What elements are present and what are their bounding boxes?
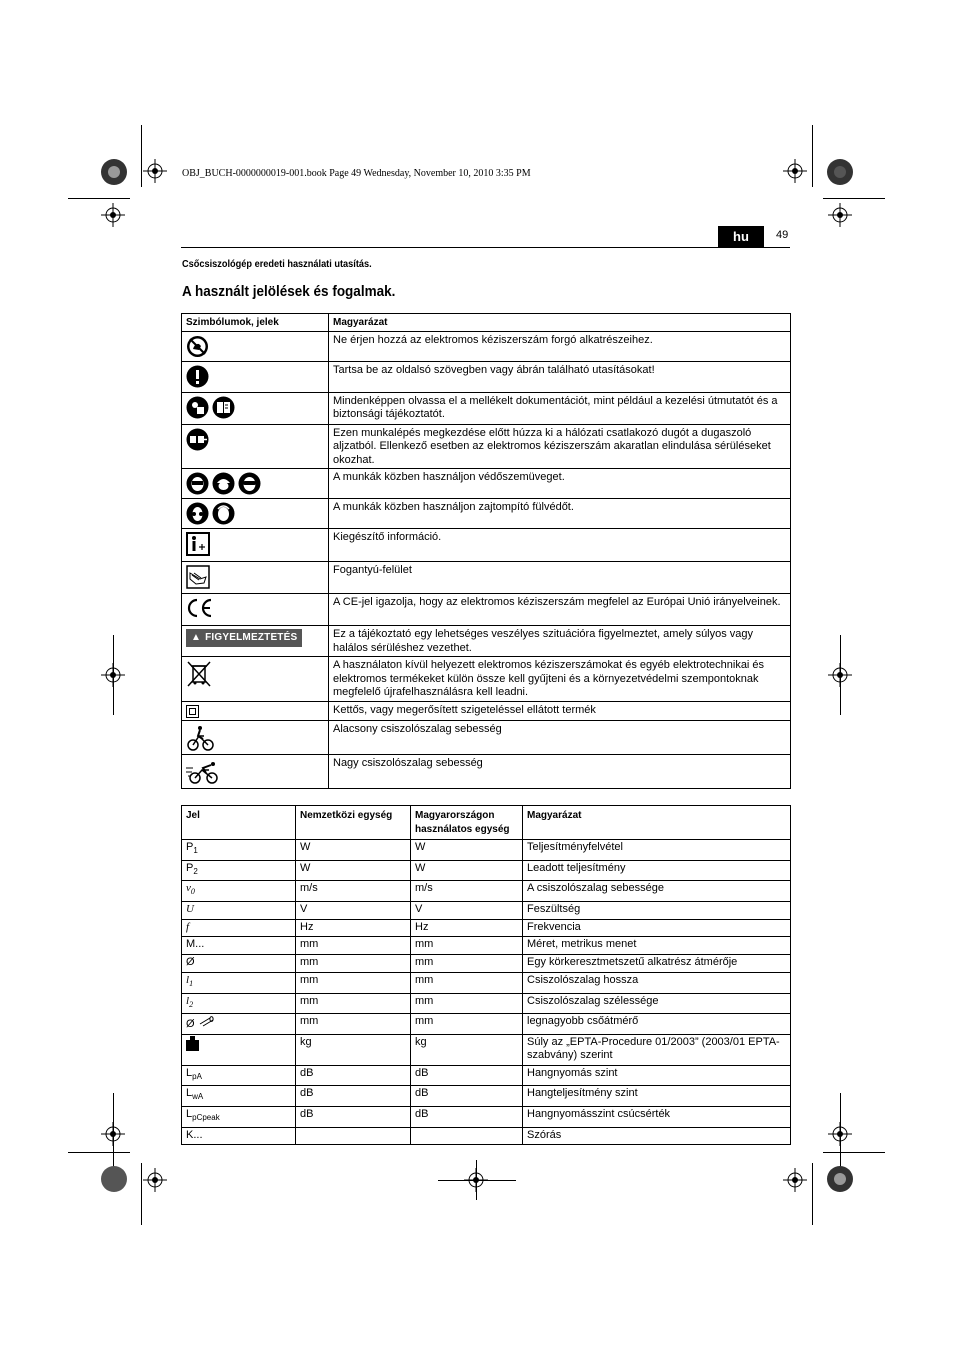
- unit-intl-cell: dB: [296, 1107, 411, 1128]
- unit-symbol: l: [186, 973, 190, 986]
- table-header-row: [182, 314, 791, 332]
- description-cell: Egy körkeresztmetszetű alkatrész átmérője: [523, 955, 791, 973]
- unit-symbol: U: [186, 903, 194, 916]
- unit-hu-cell: mm: [411, 1014, 523, 1035]
- column-header: Magyarországon használatos egység: [411, 806, 523, 840]
- symbol-cell: [182, 562, 329, 594]
- page-number: 49: [776, 229, 789, 241]
- crop-mark-line: [438, 1180, 516, 1181]
- unit-hu-cell: W: [411, 860, 523, 881]
- units-table: [181, 805, 791, 1145]
- description-cell: Súly az „EPTA-Procedure 01/2003” (2003/01 EPTA-szabvány) szerint: [523, 1034, 791, 1065]
- description-cell: Ez a tájékoztató egy lehetséges veszélyes szituációra figyelmeztet, amely súlyos vagy halálos sérüléshez vezethet.: [329, 626, 791, 657]
- description-cell: A munkák közben használjon zajtompító fülvédőt.: [329, 499, 791, 529]
- ce-mark-icon: [186, 597, 214, 619]
- description-cell: Alacsony csiszolószalag sebesség: [329, 721, 791, 755]
- unplug-icon: [186, 428, 209, 451]
- unit-intl-cell: mm: [296, 1014, 411, 1035]
- description-cell: Tartsa be az oldalsó szövegben vagy ábrán található utasításokat!: [329, 361, 791, 392]
- symbols-table: [181, 313, 791, 789]
- unit-symbol: Ø: [186, 956, 195, 969]
- unit-hu-cell: V: [411, 902, 523, 920]
- symbol-cell: [182, 499, 329, 529]
- symbol-cell: [182, 919, 296, 937]
- symbol-cell: [182, 902, 296, 920]
- table-row: [182, 721, 791, 755]
- table-row: [182, 1107, 791, 1128]
- symbol-cell: [182, 469, 329, 499]
- unit-hu-cell: mm: [411, 993, 523, 1014]
- symbol-cell: [182, 1107, 296, 1128]
- table-row: [182, 881, 791, 902]
- header-rule: [181, 247, 790, 248]
- unit-hu-cell: [411, 1127, 523, 1145]
- description-cell: Ezen munkalépés megkezdése előtt húzza ki a hálózati csatlakozó dugót a dugaszoló aljzatból. Ellenkező esetben az elektromos kéziszerszám akaratlan elindulása sérüléseket okozhat.: [329, 424, 791, 469]
- table-row: [182, 902, 791, 920]
- unit-symbol: v: [186, 882, 191, 895]
- column-header: Magyarázat: [523, 806, 791, 840]
- warning-label-icon: [186, 629, 302, 647]
- unit-symbol-subscript: 1: [193, 846, 198, 856]
- symbol-cell: [182, 1034, 296, 1065]
- warning-label-text: FIGYELMEZTETÉS: [205, 632, 298, 643]
- unit-symbol-subscript: wA: [192, 1092, 204, 1102]
- symbol-cell: [182, 626, 329, 657]
- earplug-icon: [186, 502, 209, 525]
- table-row: [182, 919, 791, 937]
- language-badge: hu: [718, 226, 764, 247]
- crosshair-target-icon: [101, 1122, 125, 1146]
- description-cell: A CE-jel igazolja, hogy az elektromos kéziszerszám megfelel az Európai Unió irányelveinek.: [329, 594, 791, 626]
- unit-hu-cell: mm: [411, 972, 523, 993]
- unit-symbol: L: [186, 1066, 193, 1079]
- description-cell: Csiszolószalag szélessége: [523, 993, 791, 1014]
- unit-symbol: L: [186, 1108, 193, 1121]
- description-cell: Kettős, vagy megerősített szigeteléssel ellátott termék: [329, 702, 791, 721]
- goggles-icon: [238, 472, 261, 495]
- unit-symbol: l: [186, 994, 190, 1007]
- symbol-cell: [182, 529, 329, 562]
- description-cell: Nagy csiszolószalag sebesség: [329, 755, 791, 789]
- fast-cyclist-icon: [186, 758, 222, 786]
- description-cell: Ne érjen hozzá az elektromos kéziszerszám forgó alkatrészeihez.: [329, 331, 791, 361]
- unit-symbol-subscript: 0: [190, 887, 195, 897]
- table-row: [182, 657, 791, 702]
- weee-bin-icon: [186, 660, 212, 688]
- exclamation-icon: [186, 365, 209, 388]
- crosshair-target-icon: [828, 203, 852, 227]
- table-row: [182, 755, 791, 789]
- warning-triangle-icon: ▲: [191, 632, 202, 643]
- unit-symbol: P: [186, 841, 194, 853]
- unit-intl-cell: mm: [296, 955, 411, 973]
- description-cell: A munkák közben használjon védőszemüveget.: [329, 469, 791, 499]
- unit-hu-cell: mm: [411, 955, 523, 973]
- column-header: Magyarázat: [329, 314, 791, 332]
- symbol-cell: [182, 657, 329, 702]
- unit-intl-cell: W: [296, 860, 411, 881]
- unit-hu-cell: m/s: [411, 881, 523, 902]
- table-row: [182, 1065, 791, 1086]
- unit-intl-cell: W: [296, 840, 411, 861]
- unit-intl-cell: Hz: [296, 919, 411, 937]
- unit-intl-cell: [296, 1127, 411, 1145]
- unit-hu-cell: dB: [411, 1107, 523, 1128]
- symbol-cell: [182, 972, 296, 993]
- table-row: [182, 424, 791, 469]
- description-cell: Feszültség: [523, 902, 791, 920]
- description-cell: Szórás: [523, 1127, 791, 1145]
- description-cell: Fogantyú-felület: [329, 562, 791, 594]
- symbol-cell: [182, 1014, 296, 1035]
- document-subtitle: Csőcsiszológép eredeti használati utasítás.: [182, 259, 372, 270]
- table-row: [182, 840, 791, 861]
- description-cell: Méret, metrikus menet: [523, 937, 791, 955]
- description-cell: Kiegészítő információ.: [329, 529, 791, 562]
- symbol-cell: [182, 955, 296, 973]
- crosshair-target-icon: [783, 1168, 807, 1192]
- description-cell: Teljesítményfelvétel: [523, 840, 791, 861]
- grip-surface-icon: [186, 565, 210, 589]
- unit-symbol-subscript: 2: [193, 866, 198, 876]
- unit-intl-cell: dB: [296, 1065, 411, 1086]
- table-header-row: [182, 806, 791, 840]
- unit-symbol: K...: [186, 1128, 203, 1141]
- registration-target-icon: [100, 158, 128, 186]
- section-title: A használt jelölések és fogalmak.: [182, 283, 396, 300]
- table-row: [182, 937, 791, 955]
- symbol-cell: [182, 755, 329, 789]
- crop-mark-line: [476, 1160, 477, 1200]
- table-row: [182, 392, 791, 424]
- symbol-cell: [182, 1065, 296, 1086]
- description-cell: legnagyobb csőátmérő: [523, 1014, 791, 1035]
- unit-symbol-subscript: 2: [189, 999, 194, 1009]
- unit-hu-cell: dB: [411, 1065, 523, 1086]
- description-cell: A csiszolószalag sebessége: [523, 881, 791, 902]
- weight-icon: [186, 1036, 199, 1051]
- symbol-cell: [182, 840, 296, 861]
- table-row: [182, 860, 791, 881]
- unit-intl-cell: mm: [296, 993, 411, 1014]
- symbol-cell: [182, 702, 329, 721]
- description-cell: Hangnyomás szint: [523, 1065, 791, 1086]
- unit-symbol-subscript: pCpeak: [192, 1113, 220, 1123]
- symbol-cell: [182, 937, 296, 955]
- column-header: Nemzetközi egység: [296, 806, 411, 840]
- table-row: [182, 361, 791, 392]
- unit-intl-cell: mm: [296, 972, 411, 993]
- table-row: [182, 499, 791, 529]
- table-row: [182, 1127, 791, 1145]
- description-cell: Hangteljesítmény szint: [523, 1086, 791, 1107]
- column-header: Szimbólumok, jelek: [182, 314, 329, 332]
- symbol-cell: [182, 331, 329, 361]
- description-cell: Frekvencia: [523, 919, 791, 937]
- unit-symbol: L: [186, 1087, 193, 1100]
- description-cell: Csiszolószalag hossza: [523, 972, 791, 993]
- unit-hu-cell: Hz: [411, 919, 523, 937]
- crosshair-target-icon: [143, 159, 167, 183]
- symbol-cell: [182, 392, 329, 424]
- unit-hu-cell: W: [411, 840, 523, 861]
- earmuff-icon: [212, 502, 235, 525]
- table-row: [182, 1034, 791, 1065]
- symbol-cell: [182, 721, 329, 755]
- unit-symbol: M...: [186, 938, 205, 951]
- pipe-diameter-icon: [199, 1015, 215, 1027]
- description-cell: Leadott teljesítmény: [523, 860, 791, 881]
- unit-symbol: f: [186, 920, 190, 933]
- unit-intl-cell: kg: [296, 1034, 411, 1065]
- unit-intl-cell: m/s: [296, 881, 411, 902]
- unit-intl-cell: dB: [296, 1086, 411, 1107]
- unit-symbol-subscript: pA: [192, 1071, 202, 1081]
- registration-target-icon: [826, 1165, 854, 1193]
- unit-hu-cell: kg: [411, 1034, 523, 1065]
- unit-intl-cell: V: [296, 902, 411, 920]
- info-icon: [186, 532, 210, 556]
- symbol-cell: [182, 424, 329, 469]
- registration-target-icon: [100, 1165, 128, 1193]
- table-row: [182, 626, 791, 657]
- table-row: [182, 993, 791, 1014]
- unit-symbol: Ø: [186, 1018, 195, 1031]
- crosshair-target-icon: [828, 663, 852, 687]
- slow-cyclist-icon: [186, 724, 216, 752]
- no-touch-rotating-icon: [186, 335, 209, 358]
- symbol-cell: [182, 361, 329, 392]
- unit-hu-cell: dB: [411, 1086, 523, 1107]
- description-cell: A használaton kívül helyezett elektromos kéziszerszámokat és egyéb elektrotechnikai és elektromos termékeket külön össze kell gyűjteni és a környezetvédelmi szempontoknak megfelelő újrafelhasználásra kell leadni.: [329, 657, 791, 702]
- table-row: [182, 955, 791, 973]
- table-row: [182, 562, 791, 594]
- helmet-icon: [212, 472, 235, 495]
- print-header: OBJ_BUCH-0000000019-001.book Page 49 Wednesday, November 10, 2010 3:35 PM: [182, 168, 531, 179]
- symbol-cell: [182, 860, 296, 881]
- unit-intl-cell: mm: [296, 937, 411, 955]
- crosshair-target-icon: [828, 1122, 852, 1146]
- crosshair-target-icon: [101, 663, 125, 687]
- double-insulation-icon: [186, 705, 199, 718]
- symbol-cell: [182, 1086, 296, 1107]
- face-shield-icon: [186, 472, 209, 495]
- table-row: [182, 972, 791, 993]
- table-row: [182, 469, 791, 499]
- table-row: [182, 529, 791, 562]
- symbol-cell: [182, 594, 329, 626]
- table-row: [182, 702, 791, 721]
- crosshair-target-icon: [143, 1168, 167, 1192]
- read-manual-icon: [186, 396, 209, 419]
- description-cell: Mindenképpen olvassa el a mellékelt dokumentációt, mint például a kezelési útmutatót és a biztonsági tájékoztatót.: [329, 392, 791, 424]
- symbol-cell: [182, 881, 296, 902]
- column-header: Jel: [182, 806, 296, 840]
- symbol-cell: [182, 993, 296, 1014]
- table-row: [182, 594, 791, 626]
- symbol-cell: [182, 1127, 296, 1145]
- crosshair-target-icon: [783, 159, 807, 183]
- unit-symbol-subscript: 1: [189, 979, 194, 988]
- description-cell: Hangnyomásszint csúcsérték: [523, 1107, 791, 1128]
- registration-target-icon: [826, 158, 854, 186]
- manual-book-icon: [212, 396, 235, 419]
- unit-hu-cell: mm: [411, 937, 523, 955]
- table-row: [182, 1014, 791, 1035]
- unit-symbol: P: [186, 861, 194, 874]
- table-row: [182, 1086, 791, 1107]
- table-row: [182, 331, 791, 361]
- crosshair-target-icon: [101, 203, 125, 227]
